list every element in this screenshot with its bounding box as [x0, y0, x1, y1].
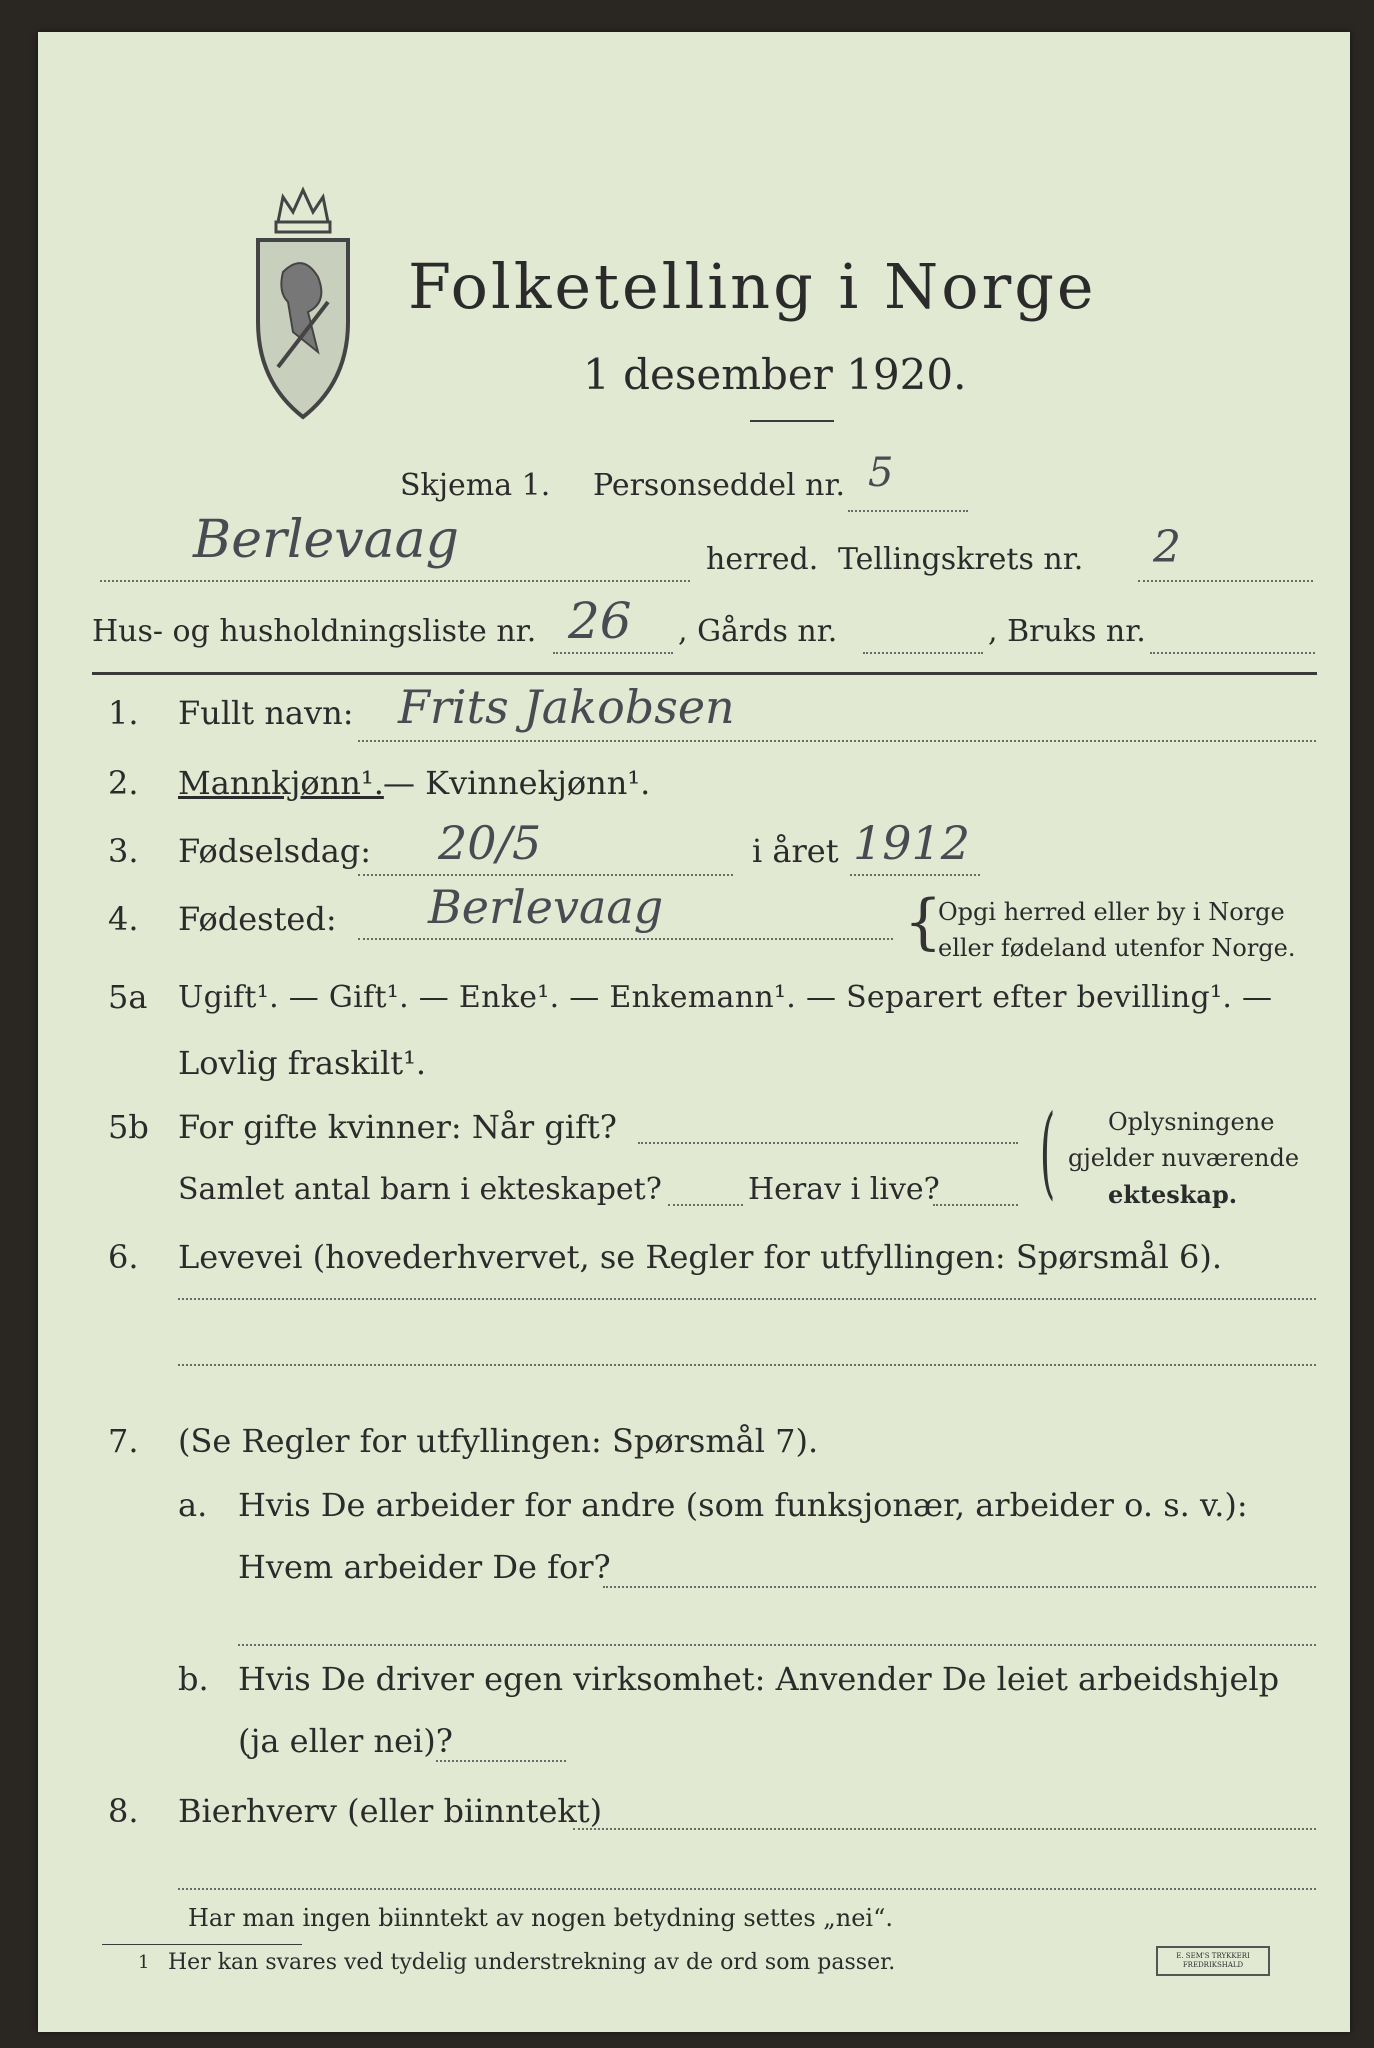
bruks-field[interactable] [1150, 652, 1315, 654]
marital-status-divorced[interactable]: Lovlig fraskilt¹. [178, 1044, 427, 1082]
birthplace-field[interactable] [358, 938, 893, 940]
husholdning-value: 26 [568, 592, 632, 650]
footer-divider [102, 1944, 302, 1945]
side-income-field-2[interactable] [178, 1888, 1316, 1890]
q7b-letter: b. [178, 1660, 209, 1698]
q4-label: Fødested: [178, 900, 337, 938]
q7a-letter: a. [178, 1486, 208, 1524]
personseddel-label: Personseddel nr. [593, 468, 846, 503]
children-alive-field[interactable] [933, 1204, 1018, 1206]
side-income-note: Har man ingen biinntekt av nogen betydning settes „nei“. [188, 1904, 893, 1932]
married-when-field[interactable] [638, 1142, 1018, 1144]
q6-label: Levevei (hovederhvervet, se Regler for utfyllingen: Spørsmål 6). [178, 1238, 1223, 1276]
tellingskrets-field[interactable] [1138, 580, 1313, 582]
q7a-line2: Hvem arbeider De for? [238, 1548, 611, 1586]
marital-status-options[interactable]: Ugift¹. — Gift¹. — Enke¹. — Enkemann¹. — Separert efter bevilling¹. — [178, 980, 1273, 1015]
birthplace-note-brace: { [904, 887, 943, 957]
q1-number: 1. [108, 694, 139, 732]
husholdning-field[interactable] [553, 652, 673, 654]
q4-number: 4. [108, 900, 139, 938]
occupation-field-2[interactable] [178, 1364, 1316, 1366]
children-total-label: Samlet antal barn i ekteskapet? [178, 1172, 662, 1207]
marriage-note-1: Oplysningene [1108, 1108, 1275, 1136]
married-when-label: For gifte kvinner: Når gift? [178, 1108, 617, 1146]
full-name-field[interactable] [358, 740, 1316, 742]
herred-label: herred. [706, 542, 819, 577]
printer-stamp [1156, 1946, 1270, 1976]
marriage-note-brace: ( [1039, 1093, 1056, 1210]
herred-field[interactable] [100, 580, 690, 582]
occupation-field-1[interactable] [178, 1298, 1316, 1300]
title-divider [750, 420, 834, 422]
tellingskrets-label: Tellingskrets nr. [838, 542, 1084, 577]
schema-label: Skjema 1. [400, 468, 551, 503]
children-alive-label: Herav i live? [748, 1172, 940, 1207]
q2-number: 2. [108, 764, 139, 802]
year-label: i året [752, 832, 839, 870]
q7b-line1: Hvis De driver egen virksomhet: Anvender De leiet arbeidshjelp [238, 1660, 1280, 1698]
birth-year-field[interactable] [850, 874, 980, 876]
children-total-field[interactable] [668, 1204, 743, 1206]
census-form [38, 32, 1350, 2032]
personseddel-value: 5 [868, 450, 894, 496]
personseddel-field[interactable] [848, 510, 968, 512]
printer-stamp-text: E. SEM'S TRYKKERI FREDRIKSHALD [1176, 1952, 1250, 1969]
q7-number: 7. [108, 1422, 139, 1460]
q5b-number: 5b [108, 1108, 149, 1146]
bruks-label: , Bruks nr. [988, 614, 1146, 649]
gender-male-option[interactable]: Mannkjønn¹. [178, 764, 384, 802]
footnote-text: Her kan svares ved tydelig understrekning av de ord som passer. [168, 1950, 896, 1975]
birth-year-value: 1912 [853, 816, 971, 870]
q5a-number: 5a [108, 978, 148, 1016]
side-income-field-1[interactable] [573, 1828, 1316, 1830]
q3-label: Fødselsdag: [178, 832, 372, 870]
husholdning-label: Hus- og husholdningsliste nr. [92, 614, 537, 649]
coat-of-arms-icon [248, 182, 358, 422]
form-title: Folketelling i Norge [408, 250, 1097, 323]
marriage-note-2: gjelder nuværende [1068, 1144, 1300, 1172]
full-name-value: Frits Jakobsen [398, 680, 735, 734]
birthday-field[interactable] [358, 874, 733, 876]
hired-help-field[interactable] [436, 1760, 566, 1762]
q7a-line1: Hvis De arbeider for andre (som funksjonær, arbeider o. s. v.): [238, 1486, 1248, 1524]
q6-number: 6. [108, 1238, 139, 1276]
q1-label: Fullt navn: [178, 694, 354, 732]
footnote-mark: 1 [138, 1952, 150, 1973]
q3-number: 3. [108, 832, 139, 870]
employer-field-2[interactable] [238, 1644, 1316, 1646]
tellingskrets-value: 2 [1153, 522, 1181, 573]
employer-field-1[interactable] [603, 1586, 1316, 1588]
birthplace-value: Berlevaag [428, 880, 664, 934]
form-date: 1 desember 1920. [583, 350, 967, 399]
q7-label: (Se Regler for utfyllingen: Spørsmål 7). [178, 1422, 819, 1460]
q8-label: Bierhverv (eller biinntekt) [178, 1792, 603, 1830]
header-divider [92, 672, 1317, 675]
herred-value: Berlevaag [193, 510, 459, 570]
gards-field[interactable] [863, 652, 983, 654]
q8-number: 8. [108, 1792, 139, 1830]
birthplace-note-1: Opgi herred eller by i Norge [938, 898, 1285, 926]
q7b-line2: (ja eller nei)? [238, 1722, 453, 1760]
birthplace-note-2: eller fødeland utenfor Norge. [938, 934, 1296, 962]
marriage-note-3: ekteskap. [1108, 1180, 1238, 1209]
gards-label: , Gårds nr. [678, 614, 838, 649]
birthday-value: 20/5 [438, 816, 542, 870]
gender-female-option[interactable]: — Kvinnekjønn¹. [383, 764, 651, 802]
